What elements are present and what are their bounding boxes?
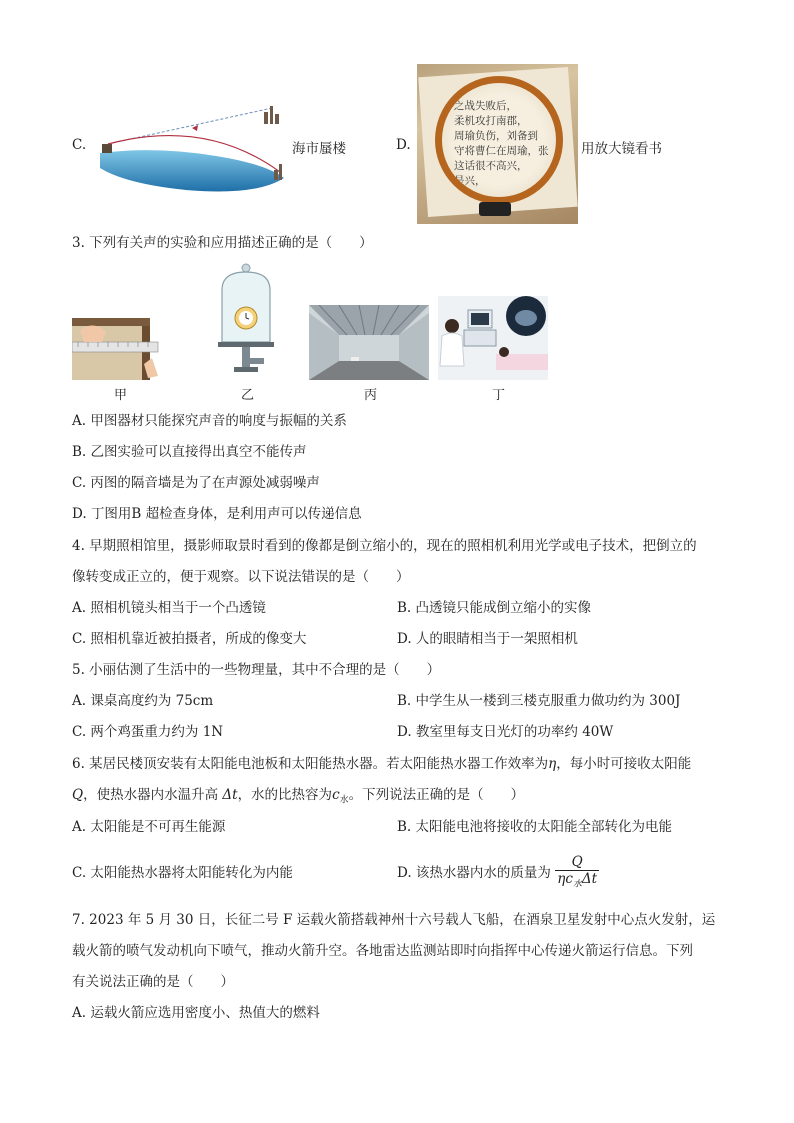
ruler-figure [72, 318, 162, 380]
q7-option-a: A. 运载火箭应选用密度小、热值大的燃料 [72, 1005, 320, 1021]
bell-jar-figure [216, 262, 276, 380]
q4-stem-line2: 像转变成正立的，便于观察。以下说法错误的是（ ） [72, 569, 410, 585]
q5-option-a: A. 课桌高度约为 75cm [72, 693, 214, 709]
q5-stem: 5. 小丽估测了生活中的一些物理量，其中不合理的是（ ） [72, 662, 441, 678]
q5-option-b: B. 中学生从一楼到三楼克服重力做功约为 300J [397, 693, 681, 709]
q7-stem-line1: 7. 2023 年 5 月 30 日，长征二号 F 运载火箭搭载神州十六号载人飞船，在酒泉卫星发射中心点火发射，运 [72, 912, 716, 928]
q6-option-c: C. 太阳能热水器将太阳能转化为内能 [72, 865, 293, 881]
q3-stem: 3. 下列有关声的实验和应用描述正确的是（ ） [72, 235, 373, 251]
mirage-figure [96, 98, 290, 198]
q6-stem-line2: Q，使热水器内水温升高 Δt，水的比热容为$c_水$。下列说法正确的是（ ） [72, 787, 525, 806]
magnifier-lens [435, 76, 563, 204]
magnifier-figure [417, 64, 578, 224]
q4-option-c: C. 照相机靠近被拍摄者，所成的像变大 [72, 631, 307, 647]
q-symbol: Q [72, 787, 84, 803]
q3-option-b: B. 乙图实验可以直接得出真空不能传声 [72, 444, 307, 460]
delta-t-symbol: Δt [222, 787, 238, 803]
q7-stem-line3: 有关说法正确的是（ ） [72, 974, 234, 990]
magnifier-handle [479, 202, 511, 216]
fig-label-ding: 丁 [492, 388, 506, 403]
q4-option-d: D. 人的眼睛相当于一架照相机 [397, 631, 578, 647]
q5-option-c: C. 两个鸡蛋重力约为 1N [72, 724, 224, 740]
eta-symbol: η [548, 756, 557, 772]
q6-option-d: D. 该热水器内水的质量为 $\frac{Q}{\eta c_水\Delta t}$ [397, 852, 599, 894]
q4-stem-line1: 4. 早期照相馆里，摄影师取景时看到的像都是倒立缩小的，现在的照相机利用光学或电子技术，把倒立的 [72, 538, 697, 554]
q5-option-d: D. 教室里每支日光灯的功率约 40W [397, 724, 614, 740]
q4-option-b: B. 凸透镜只能成倒立缩小的实像 [397, 600, 592, 616]
fig-label-bing: 丙 [364, 388, 378, 403]
book-text: 之战失败后， 柔机攻打南郡， 周瑜负伤，刘备到 守将曹仁在周瑜，张 这话很不高兴， 是兴， [454, 100, 549, 187]
q6-option-b: B. 太阳能电池将接收的太阳能全部转化为电能 [397, 819, 673, 835]
q6-stem-line1: 6. 某居民楼顶安装有太阳能电池板和太阳能热水器。若太阳能热水器工作效率为η，每小时可接收太阳能 [72, 756, 692, 772]
q2-option-c-caption: 海市蜃楼 [292, 141, 346, 157]
q6-option-a: A. 太阳能是不可再生能源 [72, 819, 226, 835]
q3-option-c: C. 丙图的隔音墙是为了在声源处减弱噪声 [72, 475, 320, 491]
q3-option-a: A. 甲图器材只能探究声音的响度与振幅的关系 [72, 413, 347, 429]
q2-option-d-caption: 用放大镜看书 [581, 141, 662, 157]
fig-label-yi: 乙 [241, 388, 255, 403]
sound-barrier-figure [309, 305, 429, 380]
q2-option-d-letter: D. [396, 137, 411, 153]
q2-option-c-letter: C. [72, 137, 87, 153]
mass-formula-fraction: $\frac{Q}{\eta c_水\Delta t}$ [557, 854, 598, 890]
fig-label-jia: 甲 [114, 388, 128, 403]
c-symbol: c [332, 787, 340, 803]
ultrasound-figure [438, 296, 548, 380]
q3-option-d: D. 丁图用B 超检查身体，是利用声可以传递信息 [72, 506, 362, 522]
q4-option-a: A. 照相机镜头相当于一个凸透镜 [72, 600, 266, 616]
q7-stem-line2: 载火箭的喷气发动机向下喷气，推动火箭升空。各地雷达监测站即时向指挥中心传递火箭运行信息。下列 [72, 943, 693, 959]
